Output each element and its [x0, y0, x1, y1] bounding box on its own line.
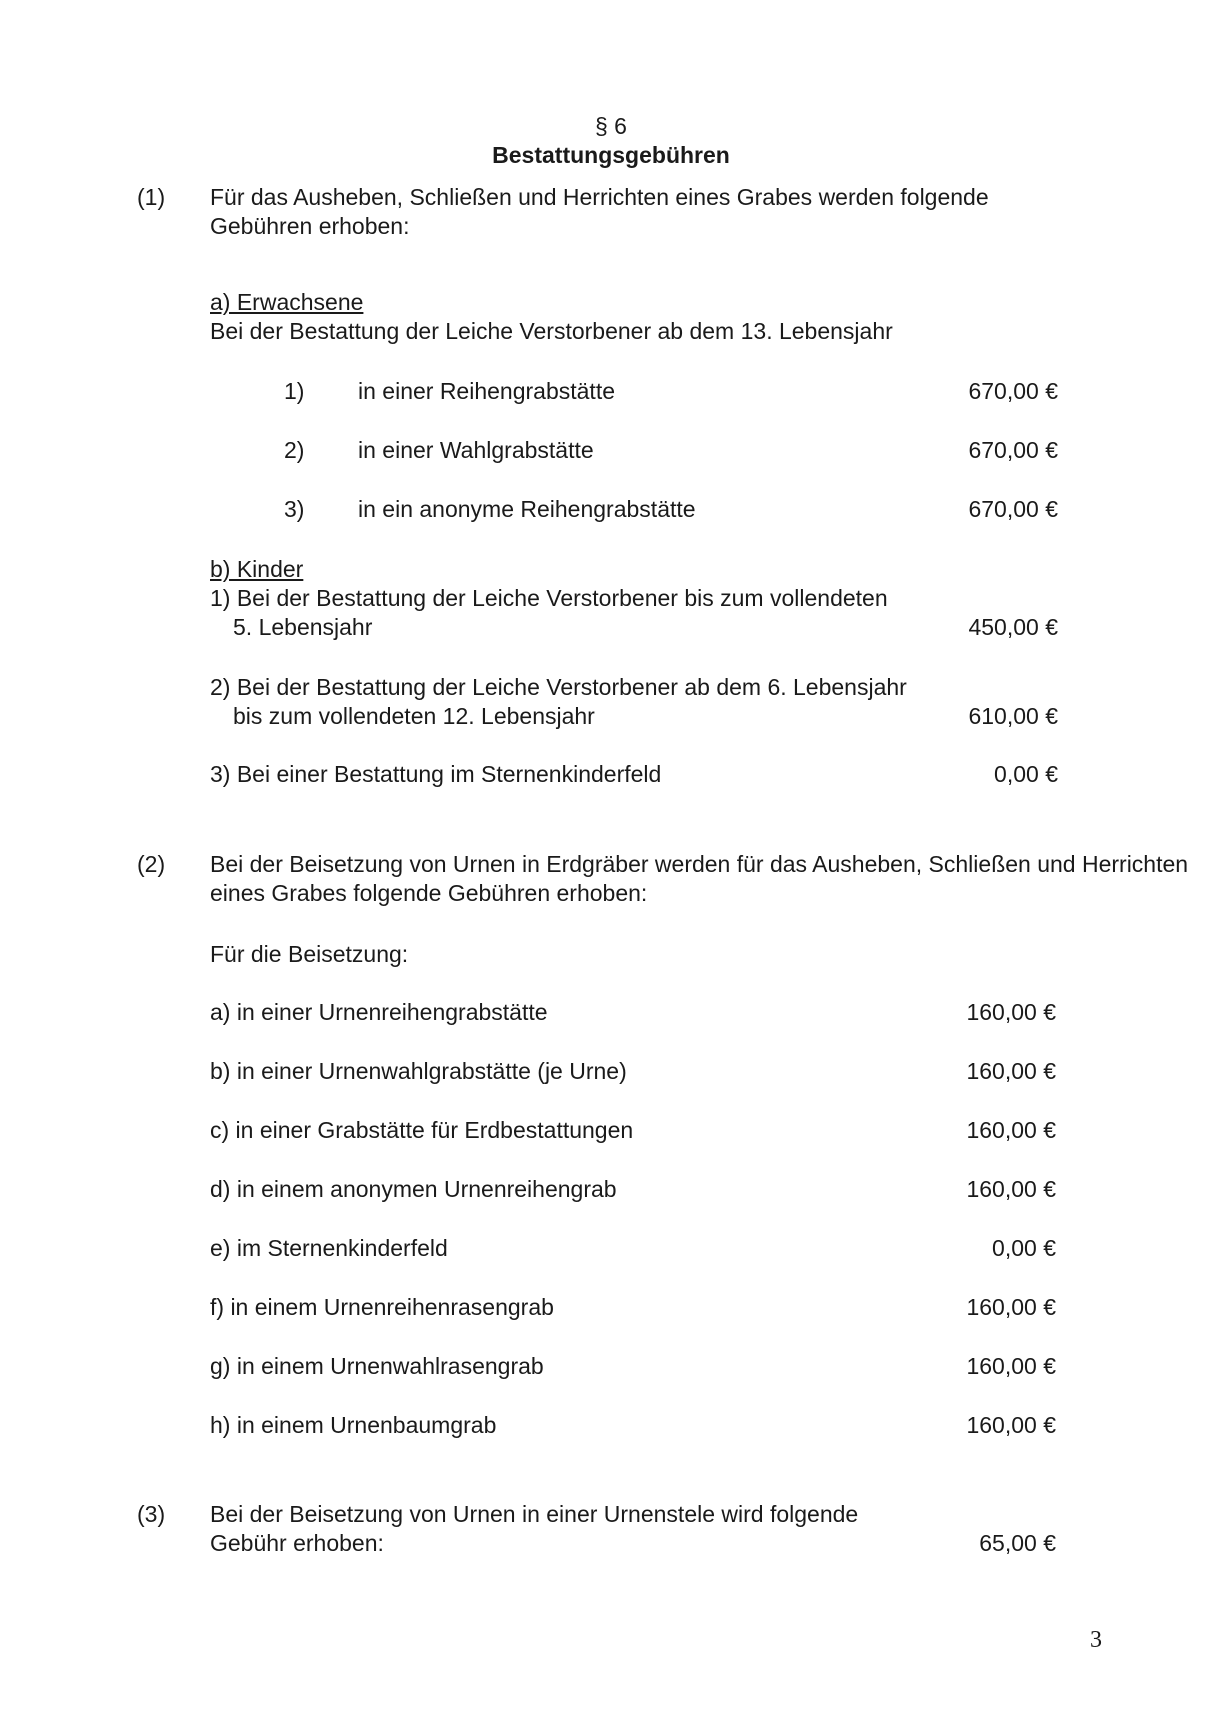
paragraph-2-number: (2) — [137, 851, 166, 877]
paragraph-1-number: (1) — [137, 184, 166, 210]
urn-item-f-label: f) in einem Urnenreihenrasengrab — [210, 1294, 554, 1320]
urn-item-b-label: b) in einer Urnenwahlgrabstätte (je Urne) — [210, 1058, 627, 1084]
urn-item-d-label: d) in einem anonymen Urnenreihengrab — [210, 1176, 617, 1202]
page-title: Bestattungsgebühren — [492, 142, 730, 168]
urn-item-c-label: c) in einer Grabstätte für Erdbestattungen — [210, 1117, 634, 1143]
section-a-heading: a) Erwachsene — [210, 289, 364, 315]
urn-item-h-label: h) in einem Urnenbaumgrab — [210, 1412, 497, 1438]
b-item-2-line1: 2) Bei der Bestattung der Leiche Verstorbener ab dem 6. Lebensjahr — [210, 674, 907, 700]
paragraph-1-line2: Gebühren erhoben: — [210, 213, 410, 239]
a-item-2-label: in einer Wahlgrabstätte — [358, 437, 594, 463]
a-item-2-price: 670,00 € — [968, 437, 1058, 463]
a-item-1-price: 670,00 € — [968, 378, 1058, 404]
paragraph-3-line1: Bei der Beisetzung von Urnen in einer Urnenstele wird folgende — [210, 1501, 859, 1527]
urn-item-h-price: 160,00 € — [966, 1412, 1056, 1438]
a-item-3-price: 670,00 € — [968, 496, 1058, 522]
urn-item-a-label: a) in einer Urnenreihengrabstätte — [210, 999, 548, 1025]
b-item-3-price: 0,00 € — [994, 761, 1058, 787]
b-item-2-line2: bis zum vollendeten 12. Lebensjahr — [233, 703, 595, 729]
paragraph-2-intro: Für die Beisetzung: — [210, 941, 409, 967]
section-a-description: Bei der Bestattung der Leiche Verstorbener ab dem 13. Lebensjahr — [210, 318, 893, 344]
b-item-1-line1: 1) Bei der Bestattung der Leiche Verstorbener bis zum vollendeten — [210, 585, 888, 611]
b-item-2-price: 610,00 € — [968, 703, 1058, 729]
a-item-1-label: in einer Reihengrabstätte — [358, 378, 615, 404]
a-item-2-number: 2) — [284, 437, 305, 463]
urn-item-g-price: 160,00 € — [966, 1353, 1056, 1379]
section-number: § 6 — [595, 113, 627, 139]
urn-item-f-price: 160,00 € — [966, 1294, 1056, 1320]
section-b-heading: b) Kinder — [210, 556, 304, 582]
urn-item-b-price: 160,00 € — [966, 1058, 1056, 1084]
paragraph-3-line2: Gebühr erhoben: — [210, 1530, 384, 1556]
b-item-3-line: 3) Bei einer Bestattung im Sternenkinderfeld — [210, 761, 662, 787]
urn-item-d-price: 160,00 € — [966, 1176, 1056, 1202]
page-number: 3 — [1090, 1627, 1102, 1653]
paragraph-2-line2: eines Grabes folgende Gebühren erhoben: — [210, 880, 648, 906]
paragraph-1-line1: Für das Ausheben, Schließen und Herrichten eines Grabes werden folgende — [210, 184, 989, 210]
urn-item-e-price: 0,00 € — [992, 1235, 1056, 1261]
a-item-3-number: 3) — [284, 496, 305, 522]
a-item-1-number: 1) — [284, 378, 305, 404]
urn-item-g-label: g) in einem Urnenwahlrasengrab — [210, 1353, 544, 1379]
paragraph-3-price: 65,00 € — [979, 1530, 1056, 1556]
paragraph-2-line1: Bei der Beisetzung von Urnen in Erdgräber werden für das Ausheben, Schließen und Herrichten — [210, 851, 1189, 877]
b-item-1-line2: 5. Lebensjahr — [233, 614, 373, 640]
urn-item-c-price: 160,00 € — [966, 1117, 1056, 1143]
urn-item-e-label: e) im Sternenkinderfeld — [210, 1235, 448, 1261]
b-item-1-price: 450,00 € — [968, 614, 1058, 640]
urn-item-a-price: 160,00 € — [966, 999, 1056, 1025]
a-item-3-label: in ein anonyme Reihengrabstätte — [358, 496, 696, 522]
paragraph-3-number: (3) — [137, 1501, 166, 1527]
